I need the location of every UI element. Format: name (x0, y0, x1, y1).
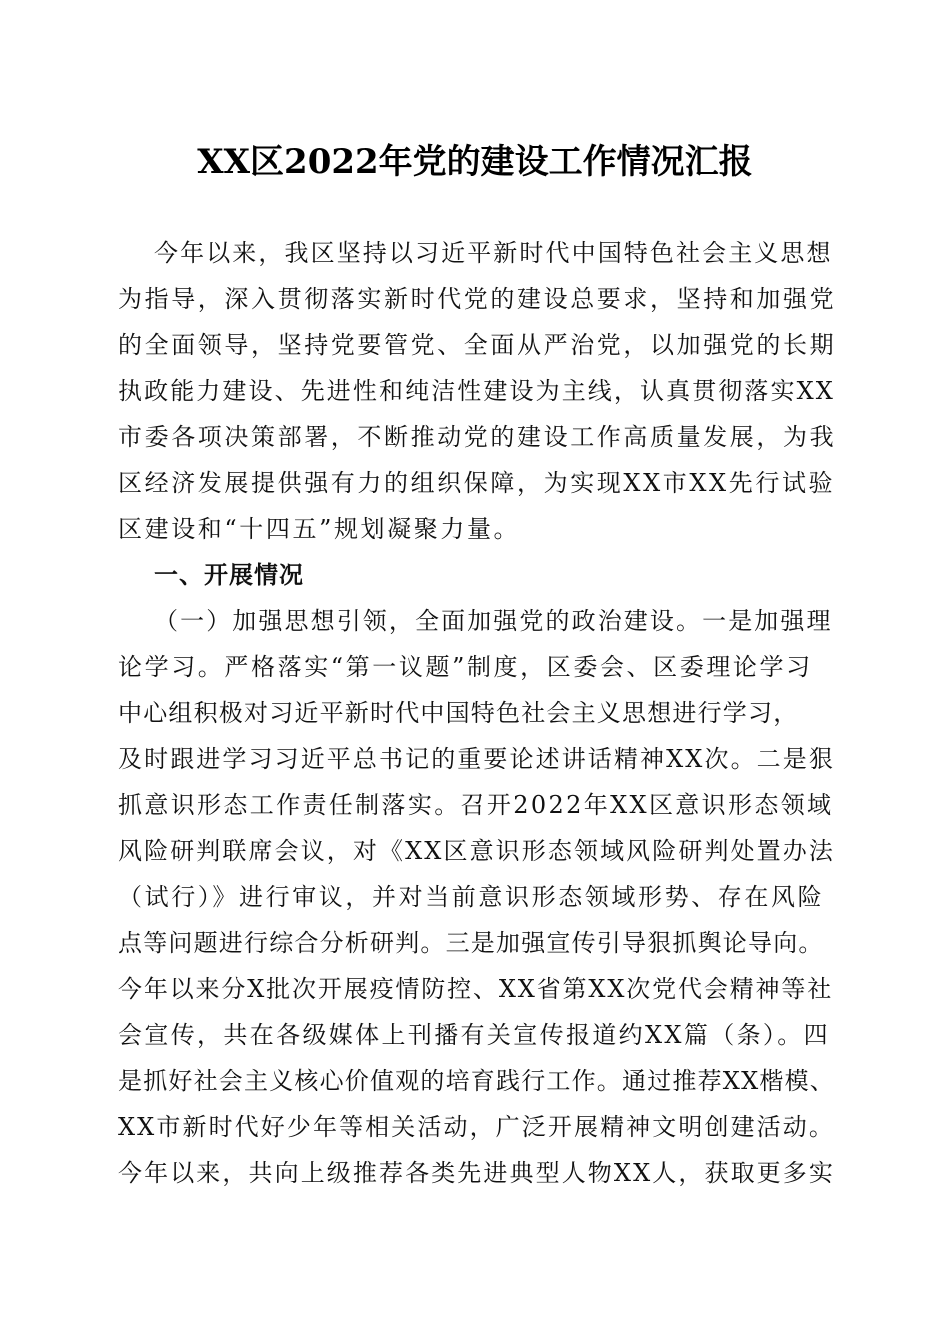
section-line: 及时跟进学习习近平总书记的重要论述讲话精神XX次。二是狠 (118, 745, 835, 773)
intro-line: 执政能力建设、先进性和纯洁性建设为主线，认真贯彻落实XX (118, 377, 835, 405)
section-line: 会宣传，共在各级媒体上刊播有关宣传报道约XX篇（条）。四 (118, 1021, 830, 1049)
section-line: 中心组积极对习近平新时代中国特色社会主义思想进行学习， (118, 699, 799, 727)
intro-line: 区建设和“十四五”规划凝聚力量。 (118, 515, 521, 543)
intro-line: 为指导，深入贯彻落实新时代党的建设总要求，坚持和加强党 (118, 285, 837, 313)
section-line: 风险研判联席会议，对《XX区意识形态领域风险研判处置办法 (118, 837, 835, 865)
section-line: 是抓好社会主义核心价值观的培育践行工作。通过推荐XX楷模、 (118, 1067, 835, 1095)
section-line: 今年以来分X批次开展疫情防控、XX省第XX次党代会精神等社 (118, 975, 834, 1003)
section-line: （一）加强思想引领，全面加强党的政治建设。一是加强理 (154, 607, 833, 635)
document-title: XX区2022年党的建设工作情况汇报 (197, 142, 753, 182)
section-line: 抓意识形态工作责任制落实。召开2022年XX区意识形态领域 (118, 791, 834, 819)
document-body (118, 230, 836, 1196)
intro-line: 今年以来，我区坚持以习近平新时代中国特色社会主义思想 (154, 239, 833, 267)
section-line: 论学习。严格落实“第一议题”制度，区委会、区委理论学习 (118, 653, 813, 681)
intro-line: 市委各项决策部署，不断推动党的建设工作高质量发展，为我 (118, 423, 837, 451)
section-line: 点等问题进行综合分析研判。三是加强宣传引导狠抓舆论导向。 (118, 929, 824, 957)
section-line: （试行）》进行审议，并对当前意识形态领域形势、存在风险 (118, 883, 825, 911)
intro-line: 区经济发展提供强有力的组织保障，为实现XX市XX先行试验 (118, 469, 836, 497)
section-line: 今年以来，共向上级推荐各类先进典型人物XX人，获取更多实 (118, 1159, 835, 1187)
section-heading: 一、开展情况 (154, 561, 304, 589)
intro-line: 的全面领导，坚持党要管党、全面从严治党，以加强党的长期 (118, 331, 837, 359)
section-line: XX市新时代好少年等相关活动，广泛开展精神文明创建活动。 (118, 1113, 835, 1141)
